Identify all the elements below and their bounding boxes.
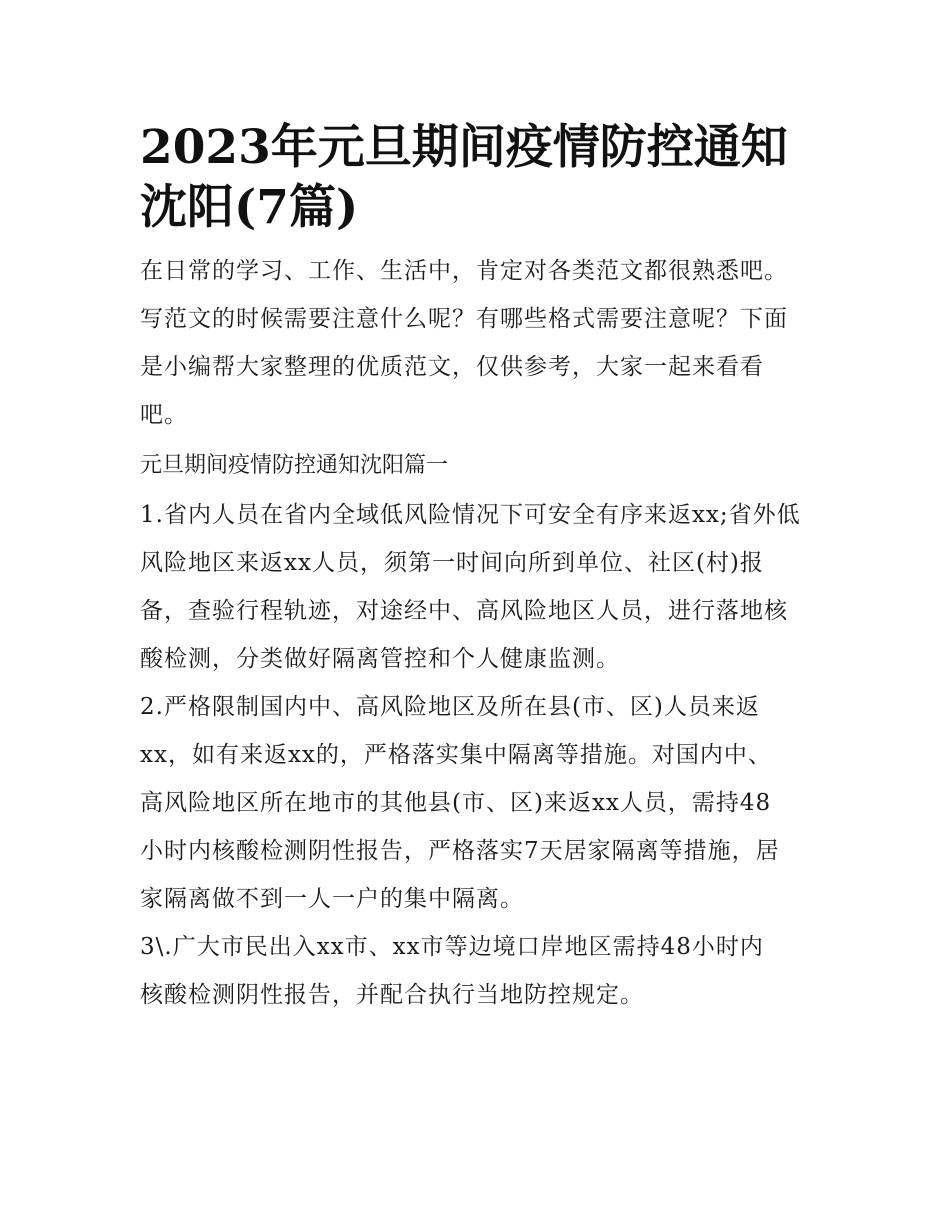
document-title bbox=[140, 118, 820, 238]
intro-paragraph bbox=[140, 252, 820, 435]
title-line: 沈阳(7篇) bbox=[140, 180, 359, 235]
intro-line: 吧。 bbox=[140, 402, 188, 428]
list-item-3 bbox=[140, 928, 820, 1015]
list-item-2 bbox=[140, 688, 820, 919]
section-heading: 元旦期间疫情防控通知沈阳篇一 bbox=[140, 453, 449, 478]
item-line: 3\.广大市民出入xx市、xx市等边境口岸地区需持48小时内 bbox=[140, 934, 764, 960]
item-line: 2.严格限制国内中、高风险地区及所在县(市、区)人员来返 bbox=[140, 694, 760, 720]
item-line: 风险地区来返xx人员，须第一时间向所到单位、社区(村)报 bbox=[140, 550, 764, 576]
document-body bbox=[140, 118, 820, 1015]
item-line: 1.省内人员在省内全域低风险情况下可安全有序来返xx;省外低 bbox=[140, 502, 801, 528]
item-line: 高风险地区所在地市的其他县(市、区)来返xx人员，需持48 bbox=[140, 790, 772, 816]
item-line: 备，查验行程轨迹，对途经中、高风险地区人员，进行落地核 bbox=[140, 598, 788, 624]
item-line: 小时内核酸检测阴性报告，严格落实7天居家隔离等措施，居 bbox=[140, 838, 780, 864]
title-line: 2023年元旦期间疫情防控通知 bbox=[140, 120, 788, 175]
item-line: 酸检测，分类做好隔离管控和个人健康监测。 bbox=[140, 646, 620, 672]
intro-line: 在日常的学习、工作、生活中，肯定对各类范文都很熟悉吧。 bbox=[140, 258, 788, 284]
item-line: 家隔离做不到一人一户的集中隔离。 bbox=[140, 886, 524, 912]
intro-line: 写范文的时候需要注意什么呢？有哪些格式需要注意呢？下面 bbox=[140, 306, 788, 332]
item-line: 核酸检测阴性报告，并配合执行当地防控规定。 bbox=[140, 982, 644, 1008]
list-item-1 bbox=[140, 496, 820, 679]
intro-line: 是小编帮大家整理的优质范文，仅供参考，大家一起来看看 bbox=[140, 354, 764, 380]
item-line: xx，如有来返xx的，严格落实集中隔离等措施。对国内中、 bbox=[140, 742, 772, 768]
